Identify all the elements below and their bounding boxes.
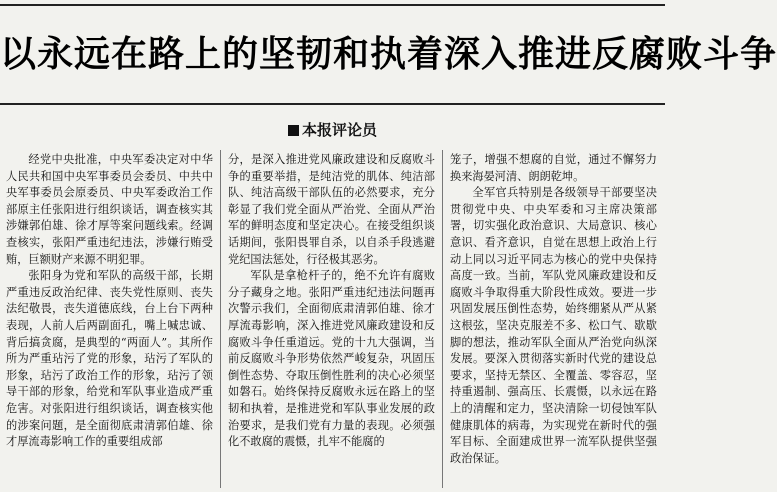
headline-rule [0, 103, 665, 105]
byline [0, 121, 665, 139]
headline: 以永远在路上的坚韧和执着深入推进反腐败斗争 [0, 34, 777, 75]
paragraph: 全军官兵特别是各级领导干部要坚决贯彻党中央、中央军委和习主席决策部署，切实强化政治意识、大局意识、核心意识、看齐意识，自觉在思想上政治上行动上同以习近平同志为核心的党中央保持高度一致。当前，军队党风廉政建设和反腐败斗争取得重大阶段性成效。要进一步巩固发展压倒性态势，始终绷紧从严从紧这根弦，坚决克服差不多、松口气、歇歇脚的想法，推动军队全面从严治党向纵深发展。要深入贯彻落实新时代党的建设总要求，坚持无禁区、全覆盖、零容忍，坚持重遏制、强高压、长震慑，以永远在路上的清醒和定力，坚决清除一切侵蚀军队健康肌体的病毒，为实现党在新时代的强军目标、全面建成世界一流军队提供坚强政治保证。 [450, 186, 657, 465]
column-2 [228, 152, 435, 488]
article-body [6, 152, 659, 488]
byline-square-icon [288, 125, 299, 136]
top-rule [0, 4, 665, 6]
paragraph: 军队是拿枪杆子的，绝不允许有腐败分子藏身之地。张阳严重违纪违法问题再次警示我们，全面彻底肃清郭伯雄、徐才厚流毒影响，深入推进党风廉政建设和反腐败斗争任重道远。党的十九大强调，当前反腐败斗争形势依然严峻复杂，巩固压倒性态势、夺取压倒性胜利的决心必须坚如磐石。始终保持反腐败永远在路上的坚韧和执着，是推进党和军队事业发展的政治要求，是我们党有力量的表现。必须强化不敢腐的震慑，扎牢不能腐的 [228, 269, 435, 449]
column-divider [442, 150, 443, 488]
column-3 [450, 152, 657, 488]
paragraph: 经党中央批准，中央军委决定对中华人民共和国中央军事委员会委员、中共中央军事委员会原委员、中央军委政治工作部原主任张阳进行组织谈话，调查核实其涉嫌郭伯雄、徐才厚等案问题线索。经调查核实，张阳严重违纪违法，涉嫌行贿受贿，巨额财产来源不明犯罪。 [6, 153, 213, 266]
column-divider [220, 150, 221, 488]
paragraph-continued: 笼子，增强不想腐的自觉，通过不懈努力换来海晏河清、朗朗乾坤。 [450, 153, 657, 183]
byline-text: 本报评论员 [301, 121, 377, 139]
paragraph: 张阳身为党和军队的高级干部，长期严重违反政治纪律、丧失党性原则、丧失法纪敬畏，丧失道德底线，台上台下两种表现，人前人后两副面孔，嘴上喊忠诚、背后搞贪腐，是典型的“两面人”。其所作所为严重玷污了党的形象，玷污了军队的形象，玷污了政治工作的形象，玷污了领导干部的形象，给党和军队事业造成严重危害。对张阳进行组织谈话，调查核实他的涉案问题，是全面彻底肃清郭伯雄、徐才厚流毒影响工作的重要组成部 [6, 269, 213, 449]
paragraph-continued: 分，是深入推进党风廉政建设和反腐败斗争的重要举措，是纯洁党的肌体、纯洁部队、纯洁高级干部队伍的必然要求，充分彰显了我们党全面从严治党、全面从严治军的鲜明态度和坚定决心。在接受组织谈话期间，张阳畏罪自杀，以自杀手段逃避党纪国法惩处，行径极其恶劣。 [228, 153, 435, 266]
column-1 [6, 152, 213, 488]
